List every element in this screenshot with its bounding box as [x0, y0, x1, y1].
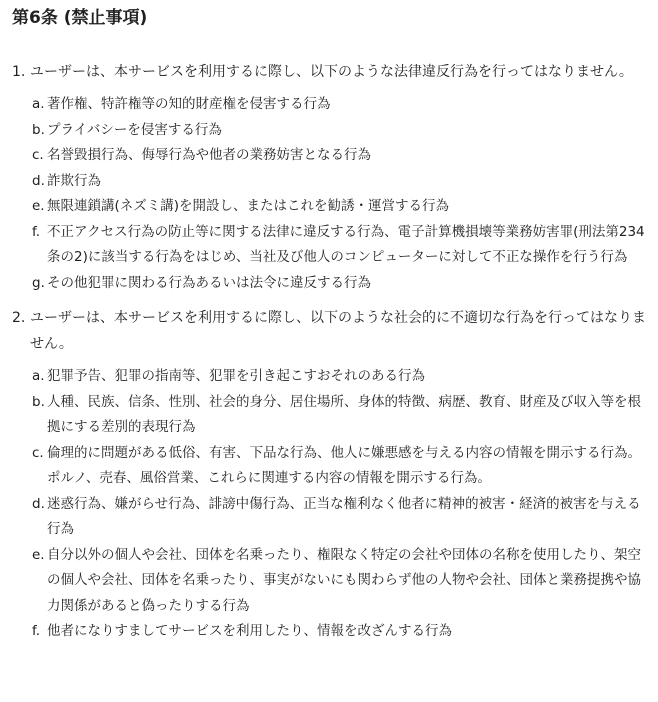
item-marker: c. — [32, 444, 44, 461]
item-marker: e. — [32, 546, 45, 563]
section-list — [12, 59, 646, 645]
item-text: 不正アクセス行為の防止等に関する法律に違反する行為、電子計算機損壊等業務妨害罪(刑法第234条の2)に該当する行為をはじめ、当社及び他人のコンピューターに対して不正な操作を行う行為 — [47, 223, 645, 265]
list-item — [32, 619, 646, 645]
item-text: 著作権、特許権等の知的財産権を侵害する行為 — [47, 96, 331, 112]
item-text: 人種、民族、信条、性別、社会的身分、居住場所、身体的特徴、病歴、教育、財産及び収入等を根拠にする差別的表現行為 — [47, 393, 641, 435]
item-text: その他犯罪に関わる行為あるいは法令に違反する行為 — [47, 274, 371, 291]
item-text: 自分以外の個人や会社、団体を名乗ったり、権限なく特定の会社や団体の名称を使用したり、架空の個人や会社、団体を名乗ったり、事実がないにも関わらず他の人物や会社、団体と業務提携や協力関係があると偽ったりする行為 — [47, 546, 641, 614]
list-item — [32, 271, 646, 297]
item-text: 他者になりすましてサービスを利用したり、情報を改ざんする行為 — [47, 623, 452, 639]
list-item — [32, 543, 646, 620]
item-list — [32, 92, 646, 296]
list-item — [32, 364, 646, 390]
item-marker: f. — [32, 223, 41, 240]
list-item — [32, 390, 646, 441]
list-item — [32, 118, 646, 144]
item-marker: a. — [32, 96, 45, 112]
item-list — [32, 364, 646, 645]
section-paragraph — [12, 305, 646, 357]
list-item — [32, 492, 646, 543]
section-1 — [12, 59, 646, 296]
list-item — [32, 92, 646, 118]
article-title: 第6条 (禁止事項) — [12, 8, 148, 28]
list-item — [32, 169, 646, 195]
item-marker: g. — [32, 274, 45, 291]
section-number: 2. — [12, 310, 26, 326]
section-text: ユーザーは、本サービスを利用するに際し、以下のような社会的に不適切な行為を行ってはなりません。 — [30, 310, 646, 352]
section-text: ユーザーは、本サービスを利用するに際し、以下のような法律違反行為を行ってはなりません。 — [30, 64, 633, 80]
section-2 — [12, 305, 646, 645]
item-marker: a. — [32, 368, 45, 384]
section-number: 1. — [12, 64, 26, 80]
item-text: 名誉毀損行為、侮辱行為や他者の業務妨害となる行為 — [47, 147, 371, 163]
item-text: 無限連鎖講(ネズミ講)を開設し、またはこれを勧誘・運営する行為 — [47, 198, 450, 214]
section-paragraph — [12, 59, 646, 85]
item-marker: b. — [32, 393, 45, 410]
item-text: 倫理的に問題がある低俗、有害、下品な行為、他人に嫌悪感を与える内容の情報を開示する行為。ポルノ、売春、風俗営業、これらに関連する内容の情報を開示する行為。 — [47, 444, 641, 486]
list-item — [32, 143, 646, 169]
item-marker: d. — [32, 495, 45, 512]
item-marker: d. — [32, 172, 45, 189]
item-marker: f. — [32, 623, 41, 639]
list-item — [32, 441, 646, 492]
item-text: 犯罪予告、犯罪の指南等、犯罪を引き起こすおそれのある行為 — [47, 368, 425, 384]
item-marker: e. — [32, 198, 45, 214]
item-text: 迷惑行為、嫌がらせ行為、誹謗中傷行為、正当な権利なく他者に精神的被害・経済的被害を与える行為 — [47, 495, 641, 537]
list-item — [32, 220, 646, 271]
list-item — [32, 194, 646, 220]
item-text: 詐欺行為 — [47, 172, 101, 189]
item-marker: b. — [32, 121, 45, 138]
item-marker: c. — [32, 147, 44, 163]
item-text: プライバシーを侵害する行為 — [47, 121, 222, 138]
